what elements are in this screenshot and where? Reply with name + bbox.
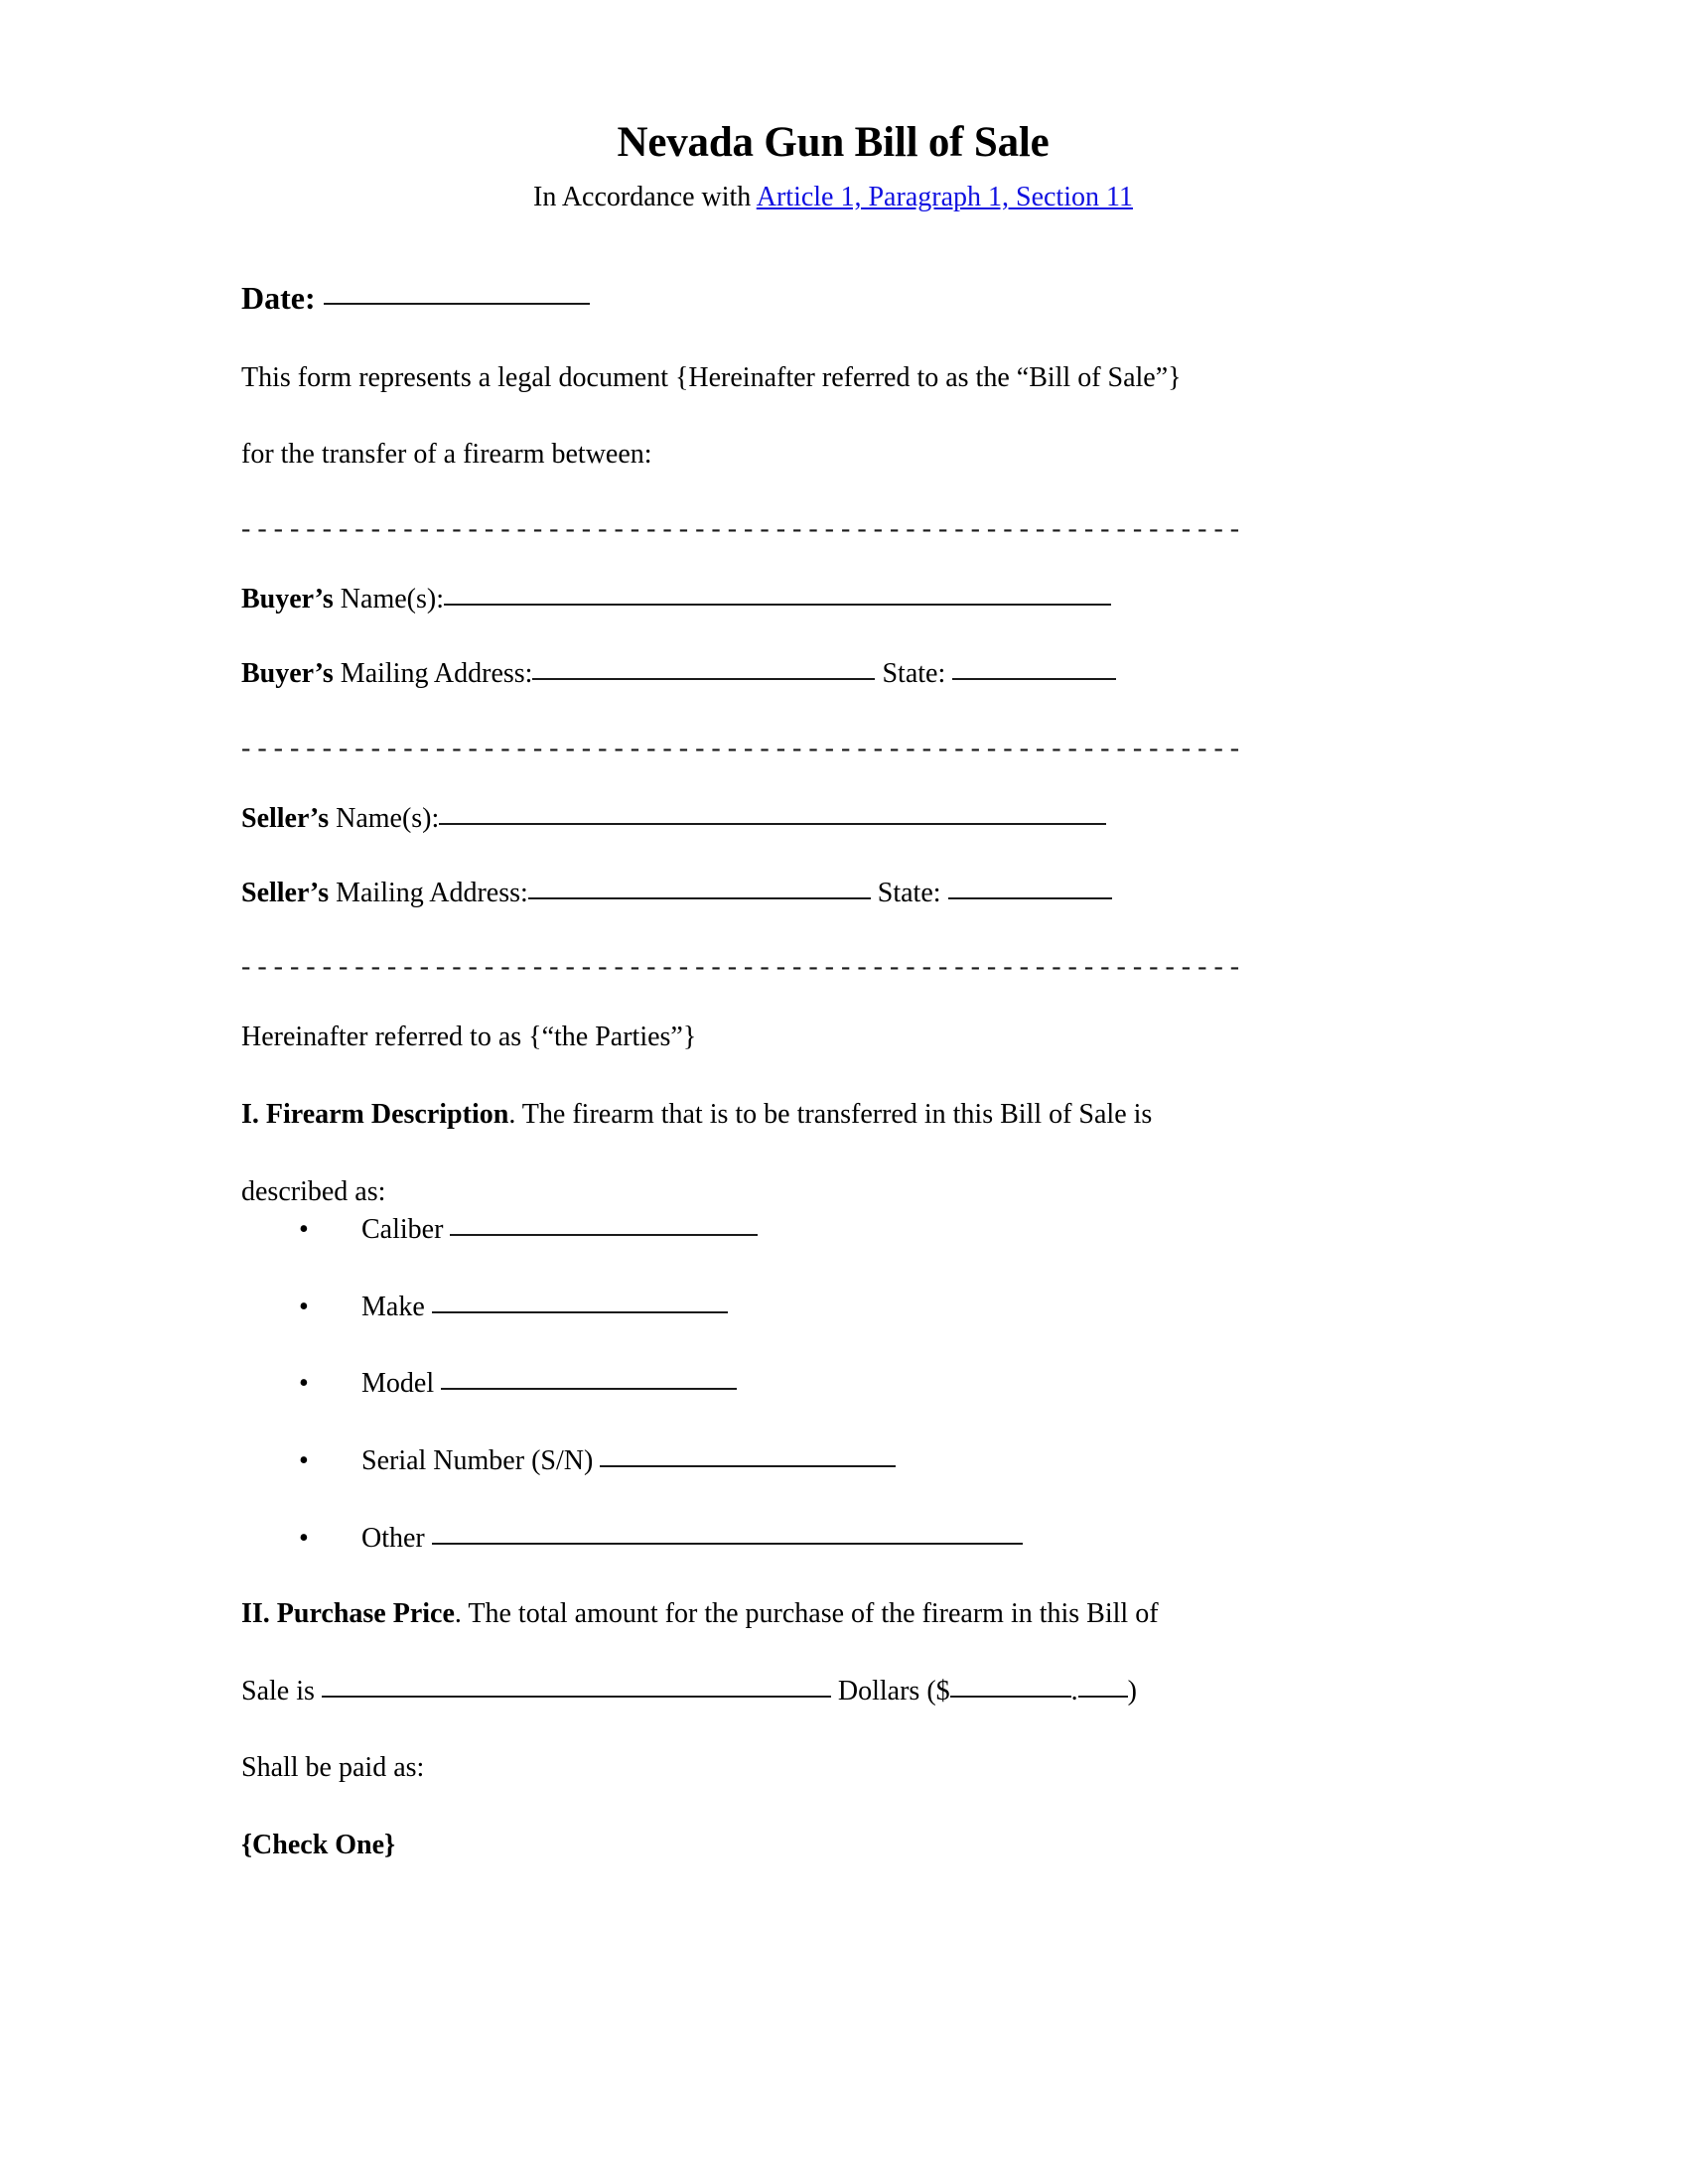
buyer-state-input[interactable]: [952, 678, 1116, 680]
seller-name-row: [241, 800, 1425, 838]
bullet-dot-icon: •: [299, 1445, 309, 1477]
bullet-dot-icon: •: [299, 1523, 309, 1555]
buyer-address-row: [241, 655, 1425, 693]
other-input[interactable]: [432, 1543, 1023, 1545]
buyer-address-label: Mailing Address:: [333, 658, 533, 690]
buyer-name-label: Name(s):: [333, 584, 444, 615]
list-item: [241, 1520, 1425, 1558]
bullet-dot-icon: •: [299, 1368, 309, 1400]
sale-amount-words-input[interactable]: [322, 1696, 831, 1698]
buyer-name-input[interactable]: [444, 604, 1111, 606]
seller-state-label: State:: [870, 877, 948, 908]
statute-reference-line: [241, 166, 1425, 214]
date-colon: :: [304, 280, 316, 317]
seller-name-input[interactable]: [439, 823, 1106, 825]
check-one-brace-open: {: [241, 1830, 253, 1861]
caliber-label: Caliber: [361, 1213, 451, 1245]
dollars-close-paren: ): [1127, 1675, 1137, 1706]
seller-address-input[interactable]: [528, 897, 871, 899]
dollars-cents-input[interactable]: [1078, 1696, 1128, 1698]
serial-number-label: Serial Number (S/N): [361, 1445, 601, 1477]
make-label: Make: [361, 1291, 432, 1322]
list-item: [241, 1211, 1425, 1249]
serial-number-input[interactable]: [600, 1465, 896, 1467]
check-one-row: [241, 1827, 1425, 1864]
seller-party-label-address: Seller’s: [241, 877, 330, 908]
date-label: Date: [241, 280, 305, 317]
sale-is-label: Sale is: [241, 1675, 322, 1706]
model-label: Model: [361, 1368, 442, 1400]
buyer-address-input[interactable]: [532, 678, 875, 680]
intro-line-1: This form represents a legal document {Hereinafter referred to as the “Bill of Sale”}: [241, 361, 1182, 393]
buyer-state-label: State:: [875, 658, 953, 690]
caliber-input[interactable]: [450, 1234, 758, 1236]
date-input[interactable]: [324, 303, 590, 305]
section-divider: - - - - - - - - - - - - - - - - - - - - - - - - - - - - - - - - - - - - - - - - - - - - - - - - - - - - - - - - - - - - - -: [241, 515, 1240, 544]
dollars-decimal-point: .: [1070, 1675, 1078, 1706]
statute-reference-prefix: In Accordance with: [533, 182, 757, 213]
buyer-party-label-address: Buyer’s: [241, 658, 334, 690]
section-price-heading-row: [241, 1595, 1425, 1633]
section-firearm-body-line-1: . The firearm that is to be transferred in this Bill of Sale is: [508, 1099, 1153, 1131]
list-item: [241, 1289, 1425, 1326]
seller-state-input[interactable]: [948, 897, 1112, 899]
page-title: Nevada Gun Bill of Sale: [617, 119, 1050, 166]
bullet-dot-icon: •: [299, 1213, 309, 1245]
section-firearm-heading: I. Firearm Description: [241, 1099, 509, 1131]
list-item: [241, 1442, 1425, 1480]
section-price-heading: II. Purchase Price: [241, 1597, 455, 1629]
seller-address-label: Mailing Address:: [329, 877, 528, 908]
make-input[interactable]: [432, 1311, 728, 1313]
section-price-body-line-1: . The total amount for the purchase of the firearm in this Bill of: [454, 1597, 1159, 1629]
check-one-brace-close: }: [384, 1830, 396, 1861]
seller-address-row: [241, 875, 1425, 912]
firearm-description-list: [241, 1211, 1425, 1558]
other-label: Other: [361, 1523, 432, 1555]
section-divider: - - - - - - - - - - - - - - - - - - - - - - - - - - - - - - - - - - - - - - - - - - - - - - - - - - - - - - - - - - - - - -: [241, 953, 1240, 982]
parties-note: Hereinafter referred to as {“the Parties”}: [241, 1022, 697, 1053]
model-input[interactable]: [441, 1388, 737, 1390]
dollars-whole-input[interactable]: [950, 1696, 1071, 1698]
dollars-label: Dollars ($: [830, 1675, 950, 1706]
section-firearm-body-line-2: described as:: [241, 1176, 386, 1208]
date-row: [241, 279, 1425, 317]
section-firearm-heading-row: [241, 1096, 1425, 1134]
seller-name-label: Name(s):: [329, 802, 440, 834]
paid-as-label: Shall be paid as:: [241, 1752, 425, 1784]
document-content: [241, 0, 1425, 1864]
section-divider: - - - - - - - - - - - - - - - - - - - - - - - - - - - - - - - - - - - - - - - - - - - - - - - - - - - - - - - - - - - - - -: [241, 734, 1240, 762]
buyer-party-label: Buyer’s: [241, 584, 334, 615]
intro-line-2: for the transfer of a firearm between:: [241, 439, 652, 471]
bullet-dot-icon: •: [299, 1291, 309, 1322]
statute-reference-link[interactable]: Article 1, Paragraph 1, Section 11: [756, 182, 1133, 213]
check-one-label: Check One: [252, 1830, 385, 1861]
list-item: [241, 1365, 1425, 1403]
buyer-name-row: [241, 581, 1425, 618]
seller-party-label: Seller’s: [241, 802, 330, 834]
sale-amount-row: [241, 1673, 1425, 1710]
